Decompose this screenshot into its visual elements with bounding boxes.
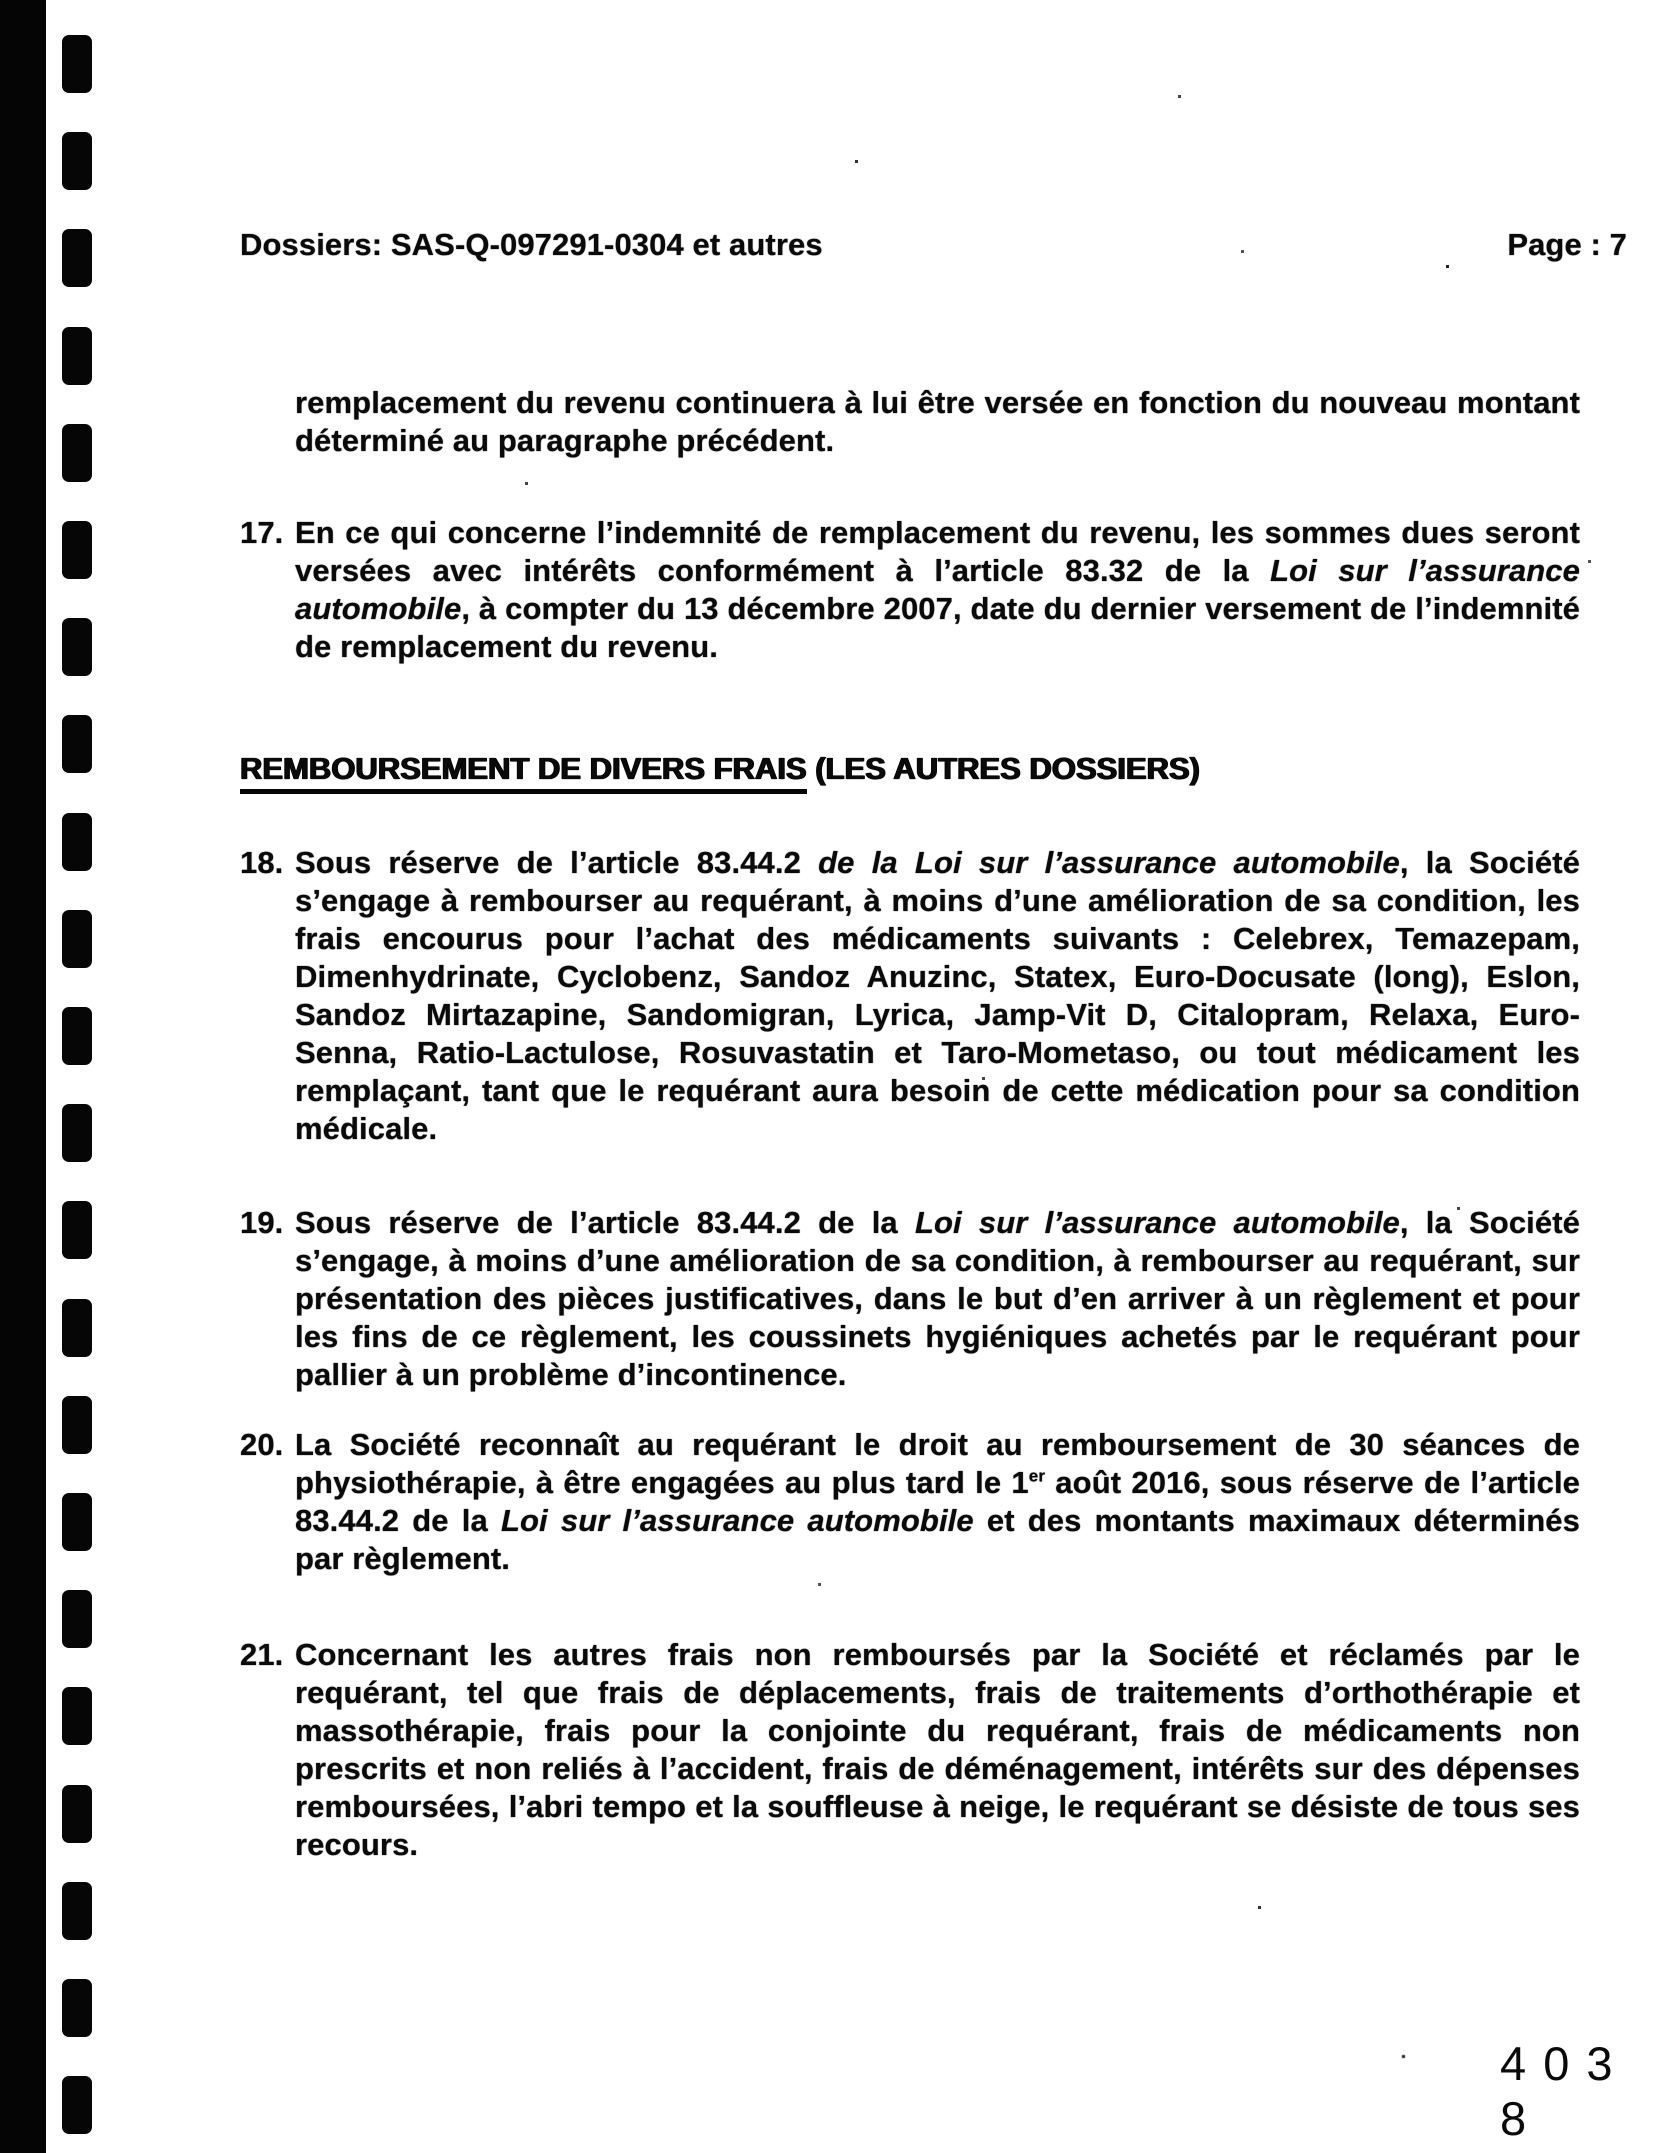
binding-hole-mark [62,618,92,676]
section-heading-suffix: (LES AUTRES DOSSIERS) [806,751,1200,786]
paragraph-number: 18. [240,845,284,880]
header-dossiers-label: Dossiers: SAS-Q-097291-0304 et autres [240,227,823,262]
paragraph-text: La Société reconnaît au requérant le droit au remboursement de 30 séances de physiothérapie, à être engagées au plus tard le 1er août 2016, sous réserve de l’article 83.44.2 de la Loi sur l’assurance automobile et des montants maximaux déterminés par règlement. [295,1427,1581,1576]
paragraph-18 [240,844,1580,1148]
paragraph-17 [240,514,1580,666]
paragraph-21 [240,1636,1580,1864]
binding-hole-mark [62,229,92,287]
paragraph-number: 20. [240,1427,284,1462]
paragraph-text: Sous réserve de l’article 83.44.2 de la Loi sur l’assurance automobile, la Société s’engage à rembourser au requérant, à moins d’une amélioration de sa condition, les frais encourus pour l’achat des médicaments suivants : Celebrex, Temazepam, Dimenhydrinate, Cyclobenz, Sandoz Anuzinc, Statex, Euro-Docusate (long), Eslon, Sandoz Mirtazapine, Sandomigran, Lyrica, Jamp-Vit D, Citalopram, Relaxa, Euro-Senna, Ratio-Lactulose, Rosuvastatin et Taro-Mometaso, ou tout médicament les remplaçant, tant que le requérant aura besoin de cette médication pour sa condition médicale. [295,845,1580,1146]
paragraph-20 [240,1426,1580,1578]
photocopy-gutter-bar [0,0,46,2153]
paragraph-number: 17. [240,515,284,550]
binding-hole-mark [62,424,92,482]
binding-hole-mark [62,1396,92,1454]
section-heading [240,750,1580,788]
binding-hole-mark [62,2076,92,2134]
binding-hole-mark [62,1785,92,1843]
binding-hole-mark [62,35,92,93]
binding-hole-mark [62,1590,92,1648]
binding-hole-mark [62,1493,92,1551]
binding-hole-mark [62,132,92,190]
binding-hole-mark [62,521,92,579]
binding-hole-mark [62,1882,92,1940]
binding-hole-mark [62,715,92,773]
paragraph-text: Concernant les autres frais non remboursés par la Société et réclamés par le requérant, tel que frais de déplacements, frais de traitements d’orthothérapie et massothérapie, frais pour la conjointe du requérant, frais de médicaments non prescrits et non reliés à l’accident, frais de déménagement, intérêts sur des dépenses remboursées, l’abri tempo et la souffleuse à neige, le requérant se désiste de tous ses recours. [295,1637,1580,1862]
paragraph-number: 19. [240,1205,284,1240]
scan-noise-specks [0,0,3,3]
intro-paragraph-text: remplacement du revenu continuera à lui être versée en fonction du nouveau montant déterminé au paragraphe précédent. [295,385,1580,458]
binding-hole-mark [62,1979,92,2037]
binding-hole-mark [62,327,92,385]
paragraph-number: 21. [240,1637,284,1672]
section-heading-underlined: REMBOURSEMENT DE DIVERS FRAIS [240,751,807,794]
intro-paragraph [240,384,1580,460]
paragraph-19 [240,1204,1580,1394]
header-page-number: Page : 7 [1507,227,1627,262]
stamp-number: 4 0 3 8 [1500,2037,1615,2145]
binding-hole-mark [62,910,92,968]
binding-hole-mark [62,1687,92,1745]
binding-hole-mark [62,813,92,871]
paragraph-text: En ce qui concerne l’indemnité de remplacement du revenu, les sommes dues seront versées avec intérêts conformément à l’article 83.32 de la Loi sur l’assurance automobile, à compter du 13 décembre 2007, date du dernier versement de l’indemnité de remplacement du revenu. [295,515,1580,664]
binding-hole-mark [62,1007,92,1065]
paragraph-text: Sous réserve de l’article 83.44.2 de la Loi sur l’assurance automobile, la Société s’engage, à moins d’une amélioration de sa condition, à rembourser au requérant, sur présentation des pièces justificatives, dans le but d’en arriver à un règlement et pour les fins de ce règlement, les coussinets hygiéniques achetés par le requérant pour pallier à un problème d’incontinence. [295,1205,1580,1392]
binding-hole-mark [62,1299,92,1357]
binding-hole-mark [62,1201,92,1259]
binding-hole-mark [62,1104,92,1162]
page-header [240,226,1627,264]
